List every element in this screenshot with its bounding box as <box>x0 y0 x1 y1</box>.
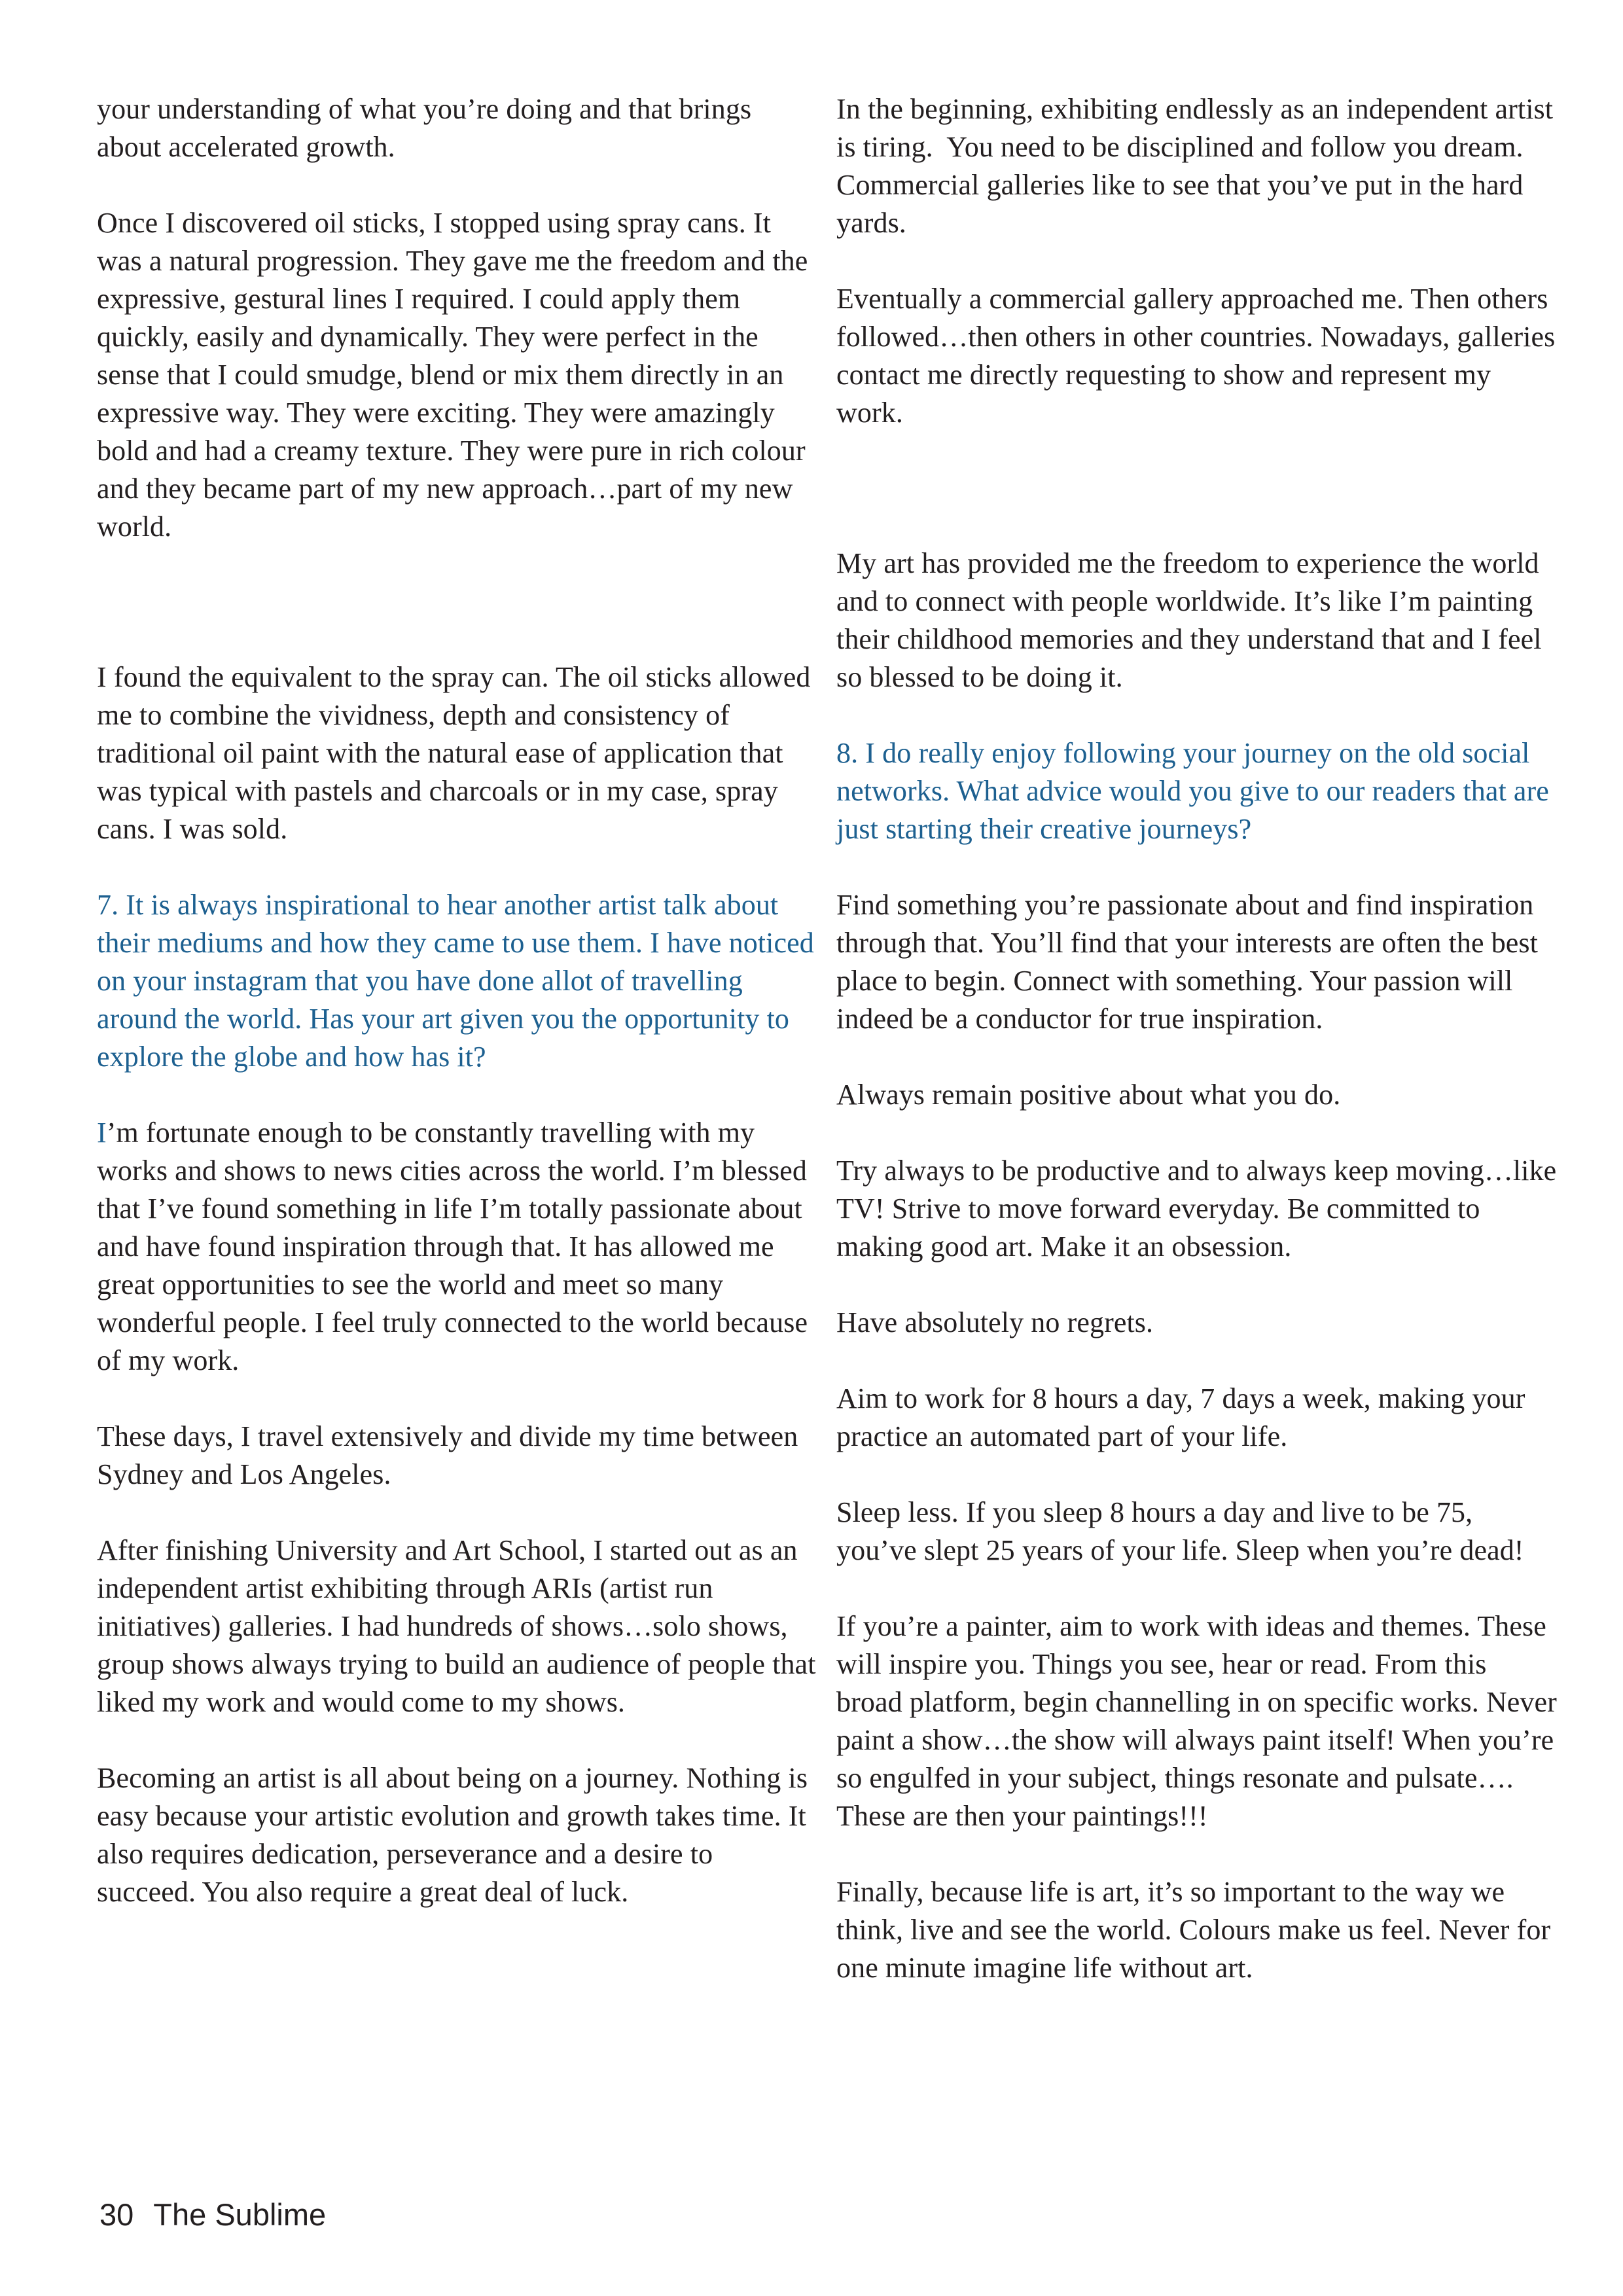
paragraph-equivalent: I found the equivalent to the spray can. The oil sticks allowed me to combine the vividness, depth and consistency of traditional oil paint with the natural ease of application that was typical with pastels and charcoals or in my case, spray cans. I was sold. <box>97 661 818 845</box>
paragraph-in-the-beginning: In the beginning, exhibiting endlessly as an independent artist is tiring. You need to be disciplined and follow you dream. Commercial galleries like to see that you’ve put in the hard yards. <box>836 93 1561 239</box>
paragraph-fortunate <box>97 1114 817 1380</box>
left-text-column <box>97 90 823 1949</box>
paragraph-be-productive: Try always to be productive and to always keep moving…like TV! Strive to move forward everyday. Be committed to making good art. Make it an obsession. <box>836 1155 1563 1263</box>
interview-question-7: 7. It is always inspirational to hear another artist talk about their mediums and how they came to use them. I have noticed on your instagram that you have done allot of travelling around the world. Has your art given you the opportunity to explore the globe and how has it? <box>97 889 821 1073</box>
paragraph-continuation: your understanding of what you’re doing and that brings about accelerated growth. <box>97 93 759 163</box>
paragraph-painter-ideas: If you’re a painter, aim to work with ideas and themes. These will inspire you. Things you see, hear or read. From this broad platform, begin channelling in on specific works. Never paint a show…the show will always paint itself! When you’re so engulfed in your subject, things resonate and pulsate…. These are then your paintings!!! <box>836 1610 1564 1832</box>
page-number: 30 <box>99 2197 134 2232</box>
paragraph-my-art-freedom: My art has provided me the freedom to experience the world and to connect with people worldwide. It’s like I’m painting their childhood memories and they understand that and I feel so blessed to be doing it. <box>836 547 1549 693</box>
paragraph-remain-positive: Always remain positive about what you do. <box>836 1079 1341 1111</box>
paragraph-after-university: After finishing University and Art School, I started out as an independent artist exhibiting through ARIs (artist run initiatives) galleries. I had hundreds of shows…solo shows, group shows always trying to build an audience of people that liked my work and would come to my shows. <box>97 1534 823 1718</box>
paragraph-eventually: Eventually a commercial gallery approached me. Then others followed…then others in other countries. Nowadays, galleries contact me directly requesting to show and represent my work. <box>836 283 1563 429</box>
paragraph-find-something: Find something you’re passionate about and find inspiration through that. You’ll find that your interests are often the best place to begin. Connect with something. Your passion will indeed be a conductor for true inspiration. <box>836 889 1546 1035</box>
paragraph-finally-life-is-art: Finally, because life is art, it’s so important to the way we think, live and see the world. Colours make us feel. Never for one minute imagine life without art. <box>836 1876 1558 1984</box>
interview-question-8: 8. I do really enjoy following your journey on the old social networks. What advice would you give to our readers that are just starting their creative journeys? <box>836 737 1557 845</box>
paragraph-these-days: These days, I travel extensively and divide my time between Sydney and Los Angeles. <box>97 1420 806 1490</box>
paragraph-sleep-less: Sleep less. If you sleep 8 hours a day and live to be 75, you’ve slept 25 years of your life. Sleep when you’re dead! <box>836 1496 1524 1566</box>
paragraph-fortunate-rest: ’m fortunate enough to be constantly travelling with my works and shows to news cities across the world. I’m blessed that I’ve found something in life I’m totally passionate about and have found inspiration through that. It has allowed me great opportunities to see the world and meet so many wonderful people. I feel truly connected to the world because of my work. <box>97 1117 815 1376</box>
paragraph-oil-sticks: Once I discovered oil sticks, I stopped using spray cans. It was a natural progression. They gave me the freedom and the expressive, gestural lines I required. I could apply them quickly, easily and dynamically. They were perfect in the sense that I could smudge, blend or mix them directly in an expressive way. They were exciting. They were amazingly bold and had a creamy texture. They were pure in rich colour and they became part of my new approach…part of my new world. <box>97 207 815 543</box>
paragraph-becoming-artist: Becoming an artist is all about being on a journey. Nothing is easy because your artistic evolution and growth takes time. It also requires dedication, perseverance and a desire to succeed. You also require a great deal of luck. <box>97 1762 815 1908</box>
right-text-column <box>836 90 1564 2025</box>
paragraph-no-regrets: Have absolutely no regrets. <box>836 1306 1154 1338</box>
paragraph-lead-letter: I <box>97 1117 107 1149</box>
page-footer <box>99 2198 326 2232</box>
paragraph-aim-to-work: Aim to work for 8 hours a day, 7 days a week, making your practice an automated part of your life. <box>836 1382 1533 1452</box>
magazine-title: The Sublime <box>153 2197 327 2232</box>
